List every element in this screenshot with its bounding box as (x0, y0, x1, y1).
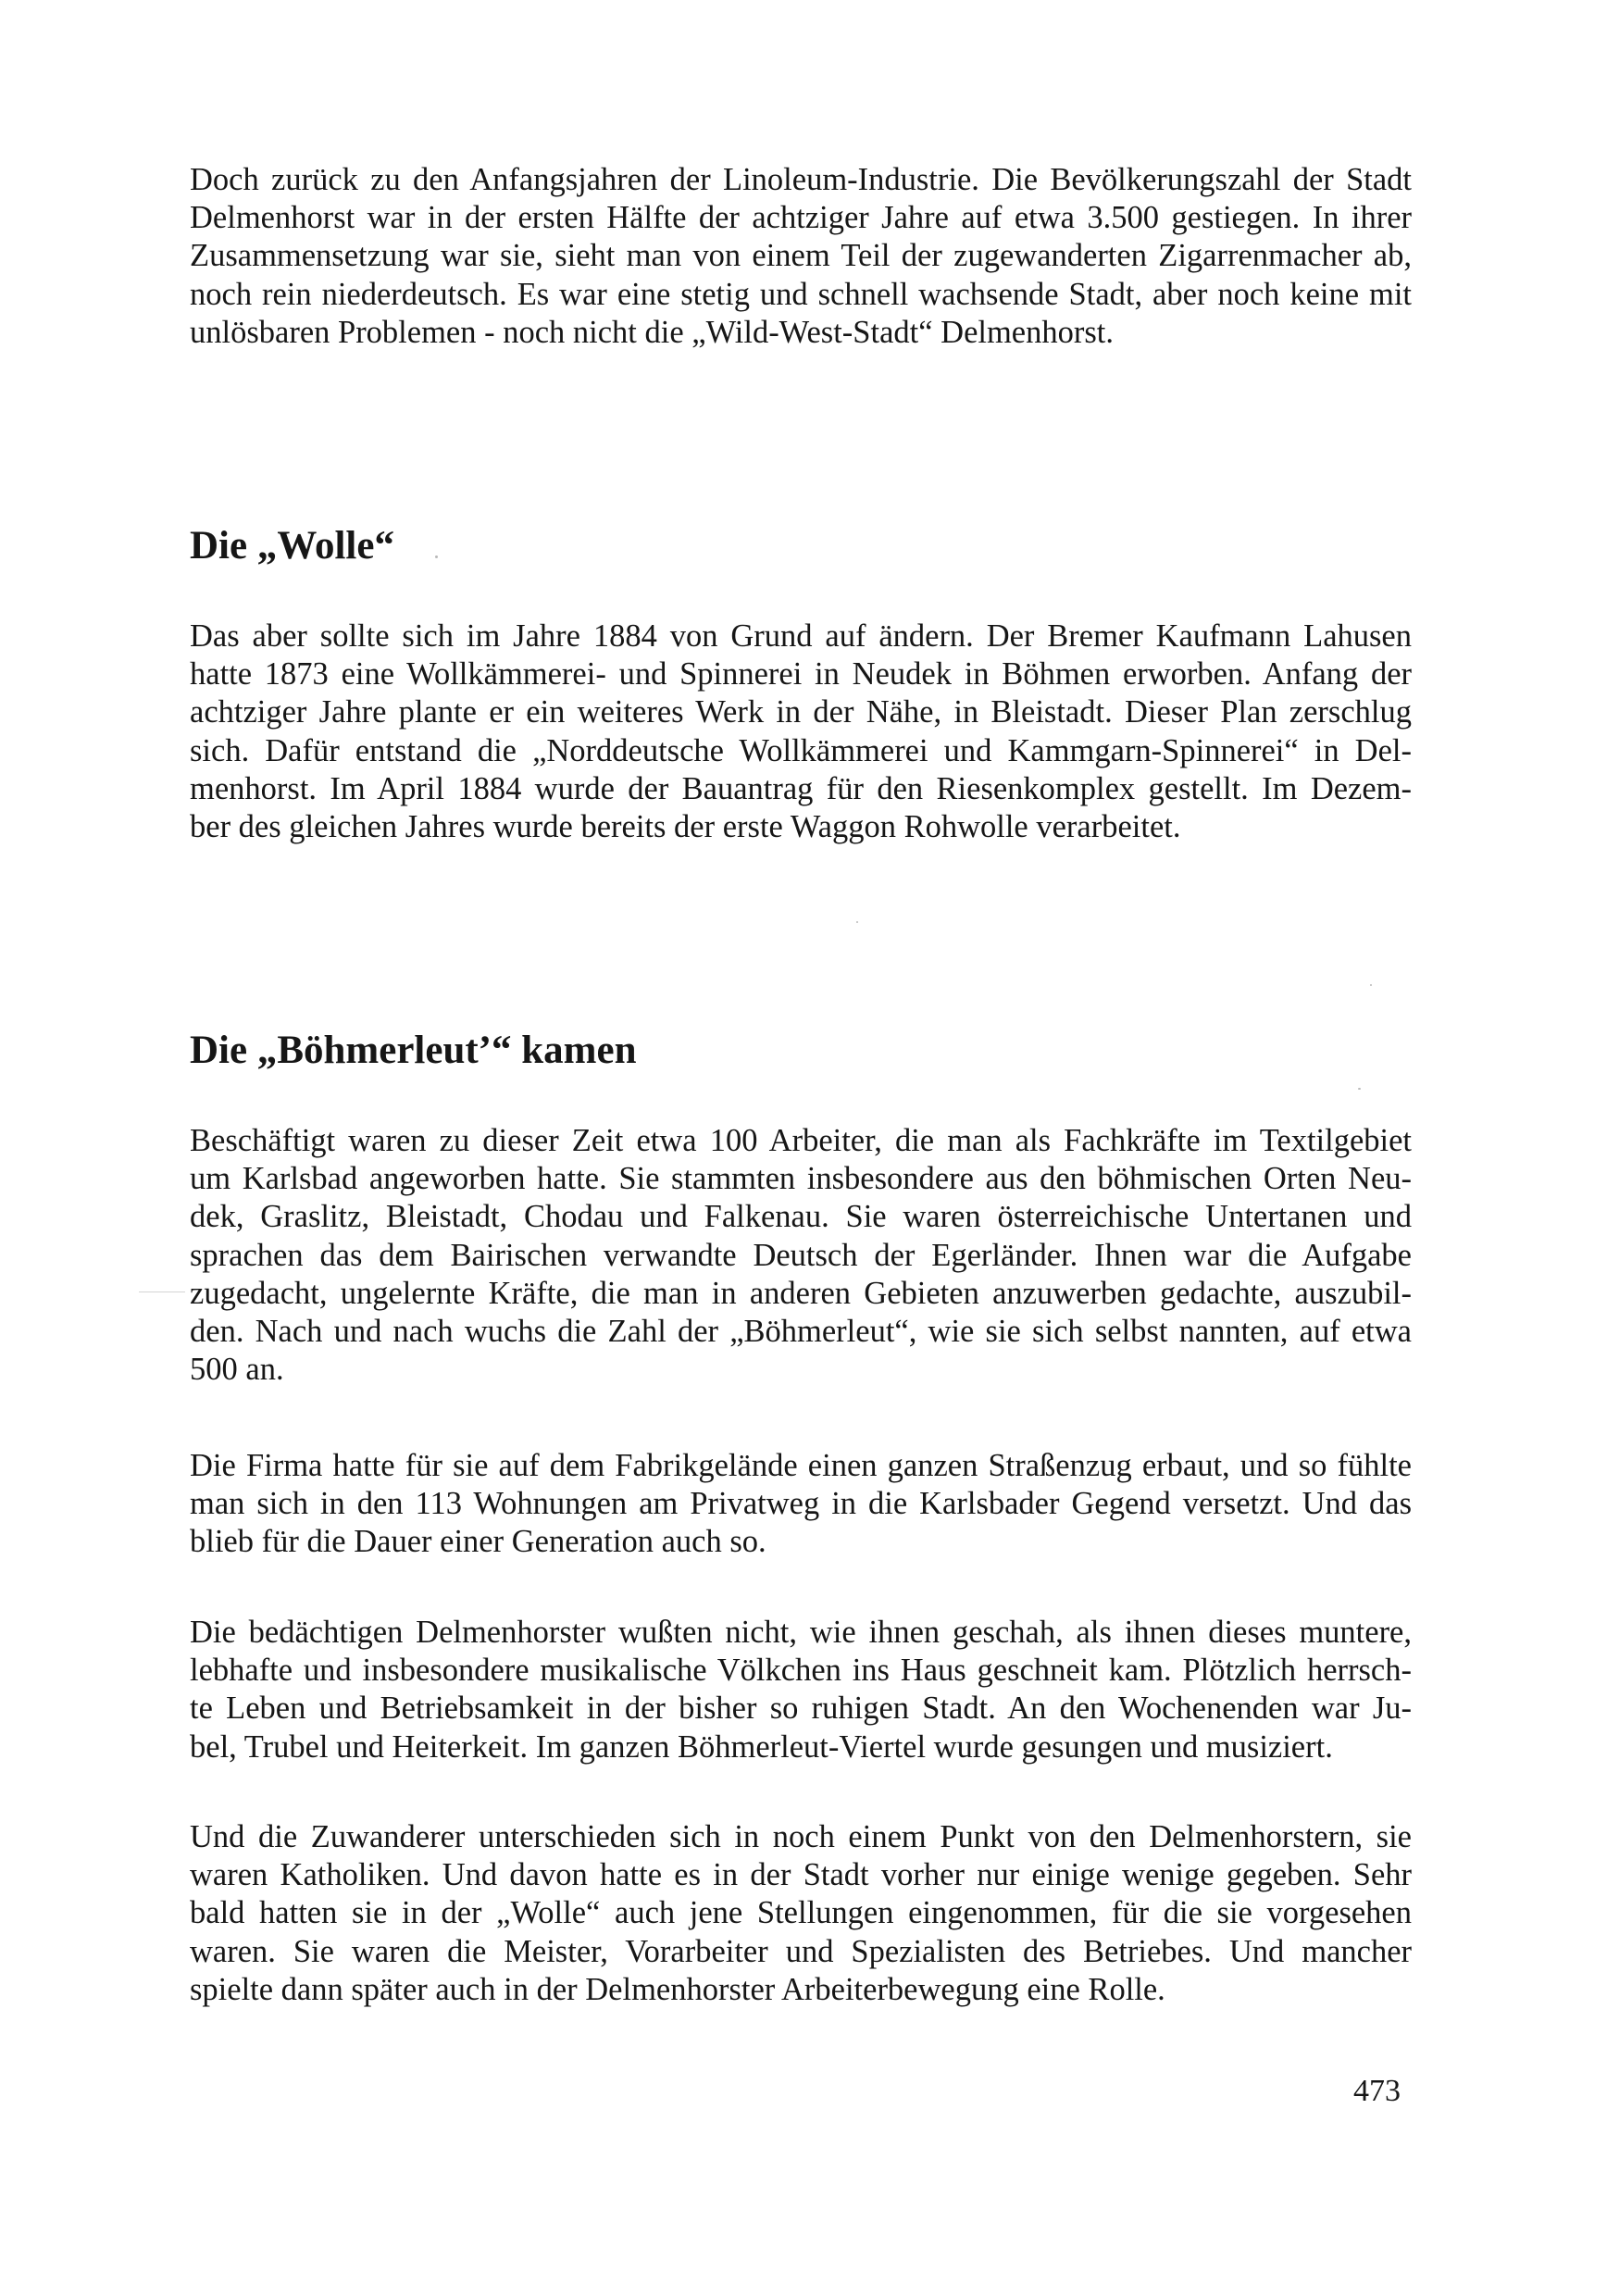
text-line: bald hatten sie in der „Wolle“ auch jene Stellungen eingenommen, für die sie vorgesehen (190, 1895, 1412, 1931)
text-line: lebhafte und insbesondere musikalische Völkchen ins Haus geschneit kam. Plötzlich herrsch- (190, 1653, 1412, 1689)
paragraph-boehmerleut-3 (190, 1614, 1412, 1766)
text-line: achtziger Jahre plante er ein weiteres Werk in der Nähe, in Bleistadt. Dieser Plan zerschlug (190, 694, 1412, 730)
text-line: Delmenhorst war in der ersten Hälfte der achtziger Jahre auf etwa 3.500 gestiegen. In ihrer (190, 200, 1412, 236)
text-line: Das aber sollte sich im Jahre 1884 von Grund auf ändern. Der Bremer Kaufmann Lahusen (190, 618, 1412, 654)
text-line: bel, Trubel und Heiterkeit. Im ganzen Böhmerleut-Viertel wurde gesungen und musiziert. (190, 1728, 1333, 1765)
page-number: 473 (1353, 2074, 1401, 2108)
text-line: waren. Sie waren die Meister, Vorarbeiter und Spezialisten des Betriebes. Und mancher (190, 1933, 1412, 1969)
text-line: um Karlsbad angeworben hatte. Sie stammten insbesondere aus den böhmischen Orten Neu- (190, 1161, 1412, 1197)
scan-speck (1370, 984, 1372, 986)
text-line: den. Nach und nach wuchs die Zahl der „Böhmerleut“, wie sie sich selbst nannten, auf etwa (190, 1314, 1412, 1350)
text-line: Die Firma hatte für sie auf dem Fabrikgelände einen ganzen Straßenzug erbaut, und so fühlte (190, 1448, 1412, 1483)
text-line: blieb für die Dauer einer Generation auch so. (190, 1524, 766, 1560)
section-heading-boehmerleut: Die „Böhmerleut’“ kamen (190, 1029, 637, 1072)
scan-speck (1358, 1088, 1361, 1090)
text-line: Und die Zuwanderer unterschieden sich in noch einem Punkt von den Delmenhorstern, sie (190, 1819, 1412, 1854)
text-line: dek, Graslitz, Bleistadt, Chodau und Falkenau. Sie waren österreichische Untertanen und (190, 1199, 1412, 1235)
text-line: man sich in den 113 Wohnungen am Privatweg in die Karlsbader Gegend versetzt. Und das (190, 1486, 1412, 1522)
paragraph-wolle (190, 618, 1412, 846)
text-line: te Leben und Betriebsamkeit in der bisher so ruhigen Stadt. An den Wochenenden war Ju- (190, 1691, 1412, 1727)
section-heading-wolle: Die „Wolle“ (190, 524, 394, 568)
text-line: Beschäftigt waren zu dieser Zeit etwa 100 Arbeiter, die man als Fachkräfte im Textilgebiet (190, 1123, 1412, 1158)
scan-speck (435, 555, 438, 558)
text-line: Doch zurück zu den Anfangsjahren der Linoleum-Industrie. Die Bevölkerungszahl der Stadt (190, 162, 1412, 197)
text-line: unlösbaren Problemen - noch nicht die „Wild-West-Stadt“ Delmenhorst. (190, 314, 1114, 350)
text-line: hatte 1873 eine Wollkämmerei- und Spinnerei in Neudek in Böhmen erworben. Anfang der (190, 656, 1412, 693)
text-line: sich. Dafür entstand die „Norddeutsche Wollkämmerei und Kammgarn-Spinnerei“ in Del- (190, 732, 1412, 768)
scan-speck (856, 921, 858, 923)
text-line: ber des gleichen Jahres wurde bereits der erste Waggon Rohwolle verarbeitet. (190, 809, 1181, 845)
text-line: waren Katholiken. Und davon hatte es in der Stadt vorher nur einige wenige gegeben. Sehr (190, 1857, 1412, 1893)
paragraph-intro (190, 161, 1412, 352)
text-line: zugedacht, ungelernte Kräfte, die man in anderen Gebieten anzuwerben gedachte, auszubil- (190, 1275, 1412, 1311)
text-line: menhorst. Im April 1884 wurde der Bauantrag für den Riesenkomplex gestellt. Im Dezem- (190, 770, 1412, 806)
text-line: Zusammensetzung war sie, sieht man von einem Teil der zugewanderten Zigarrenmacher ab, (190, 238, 1412, 274)
text-line: spielte dann später auch in der Delmenhorster Arbeiterbewegung eine Rolle. (190, 1971, 1165, 2007)
paragraph-boehmerleut-1 (190, 1122, 1412, 1389)
text-line: 500 an. (190, 1352, 284, 1388)
text-line: Die bedächtigen Delmenhorster wußten nicht, wie ihnen geschah, als ihnen dieses muntere, (190, 1615, 1412, 1650)
text-line: sprachen das dem Bairischen verwandte Deutsch der Egerländer. Ihnen war die Aufgabe (190, 1237, 1412, 1273)
paragraph-boehmerleut-4 (190, 1818, 1412, 2009)
text-line: noch rein niederdeutsch. Es war eine stetig und schnell wachsende Stadt, aber noch keine mit (190, 276, 1412, 312)
paragraph-boehmerleut-2 (190, 1447, 1412, 1562)
